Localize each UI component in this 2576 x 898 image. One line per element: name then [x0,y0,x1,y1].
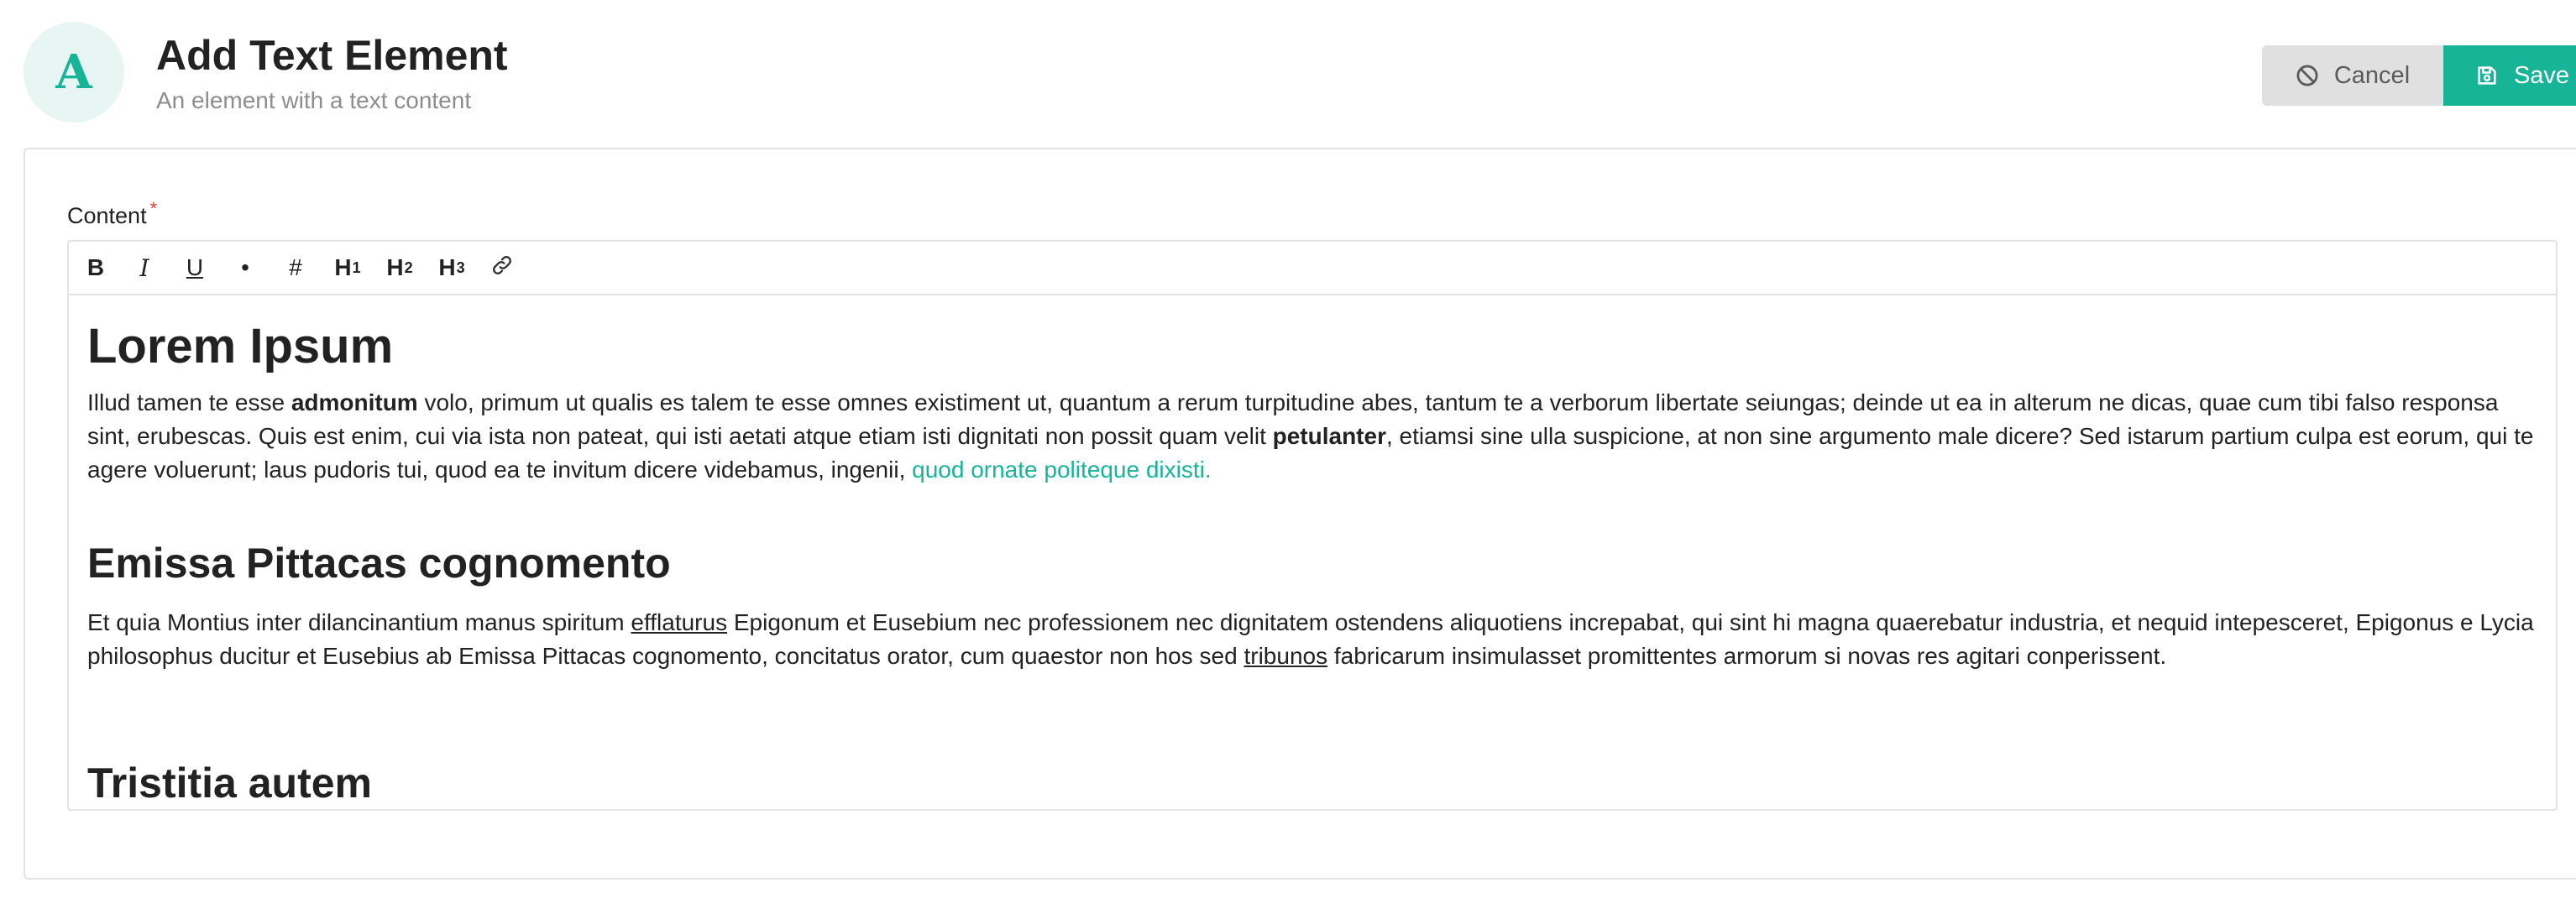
content-label-text: Content [67,203,147,228]
cancel-button[interactable] [2262,45,2443,106]
doc-paragraph-2 [87,606,2539,673]
heading1-sub: 1 [352,258,361,276]
save-icon [2475,64,2499,87]
p2-underline-1: efflaturus [631,609,728,635]
rich-text-editor[interactable] [67,240,2558,811]
save-label: Save [2513,61,2570,89]
cancel-label: Cancel [2333,61,2411,89]
p2-text-1: Et quia Montius inter dilancinantium manus spiritum [87,609,631,635]
bold-button[interactable]: B [86,254,105,280]
p2-text-2: Epigonum et Eusebium nec professionem nec dignitatem ostendens aliquotiens increpabat, qui sint hi magna quaerebatur industria, et nequid intepesceret, Epigonus e Lycia philosophus ducitur et Eusebius ab Emissa Pittacas cognomento, concitatus orator, cum quaestor non hos sed [87,609,2534,669]
heading3-button[interactable] [435,250,469,285]
page-subtitle: An element with a text content [156,87,472,113]
heading1-label: H [334,254,352,280]
italic-button[interactable]: I [139,253,149,282]
save-button[interactable] [2443,45,2576,106]
p1-text-2: volo, primum ut qualis es talem te esse omnes existiment ut, quantum a rerum turpitudine abes, tantum te a verborum libertate seiungas; deinde ut ea in alterum ne dicas, quae cum tibi falso responsa sint, erubescas. Quis est enim, cui via ista non pateat, qui isti aetati atque etiam isti dignitati non possit quam velit [87,389,2499,449]
element-type-avatar [24,22,124,123]
content-field-label [67,195,157,230]
heading3-sub: 3 [456,258,465,276]
p1-bold-2: petulanter [1272,423,1386,449]
underline-button[interactable]: U [186,254,204,280]
cancel-icon [2296,64,2319,87]
numbered-list-button[interactable]: # [289,254,302,280]
heading2-sub: 2 [404,258,413,276]
editor-toolbar [69,242,2556,295]
p1-link[interactable]: quod ornate politeque dixisti. [912,457,1212,483]
doc-heading-tristitia: Tristitia autem [87,760,372,807]
bullet-list-button[interactable]: • [241,254,249,280]
heading2-button[interactable] [383,250,416,285]
heading2-label: H [386,254,404,280]
p1-text-3: , etiamsi sine ulla suspicione, at non sine argumento male dicere? Sed istarum partium culpa est eorum, qui te agere voluerunt; laus pudoris tui, quod ea te invitum dicere videbamus, ingenii, [87,423,2534,483]
link-icon [490,253,514,283]
page-title: Add Text Element [156,32,508,79]
heading1-button[interactable] [331,250,364,285]
page-header [0,0,2576,148]
p1-bold-1: admonitum [291,389,418,415]
p1-text-1: Illud tamen te esse [87,389,291,415]
avatar-letter: A [55,44,92,100]
p2-underline-2: tribunos [1243,643,1328,669]
doc-paragraph-1 [87,386,2539,487]
link-button[interactable] [485,250,519,285]
heading3-label: H [438,254,456,280]
p2-text-3: fabricarum insimulasset promittentes armorum si novas res agitari conperissent. [1327,643,2167,669]
doc-heading-lorem-ipsum: Lorem Ipsum [87,319,394,373]
required-marker: * [149,198,158,219]
doc-heading-emissa: Emissa Pittacas cognomento [87,540,671,587]
